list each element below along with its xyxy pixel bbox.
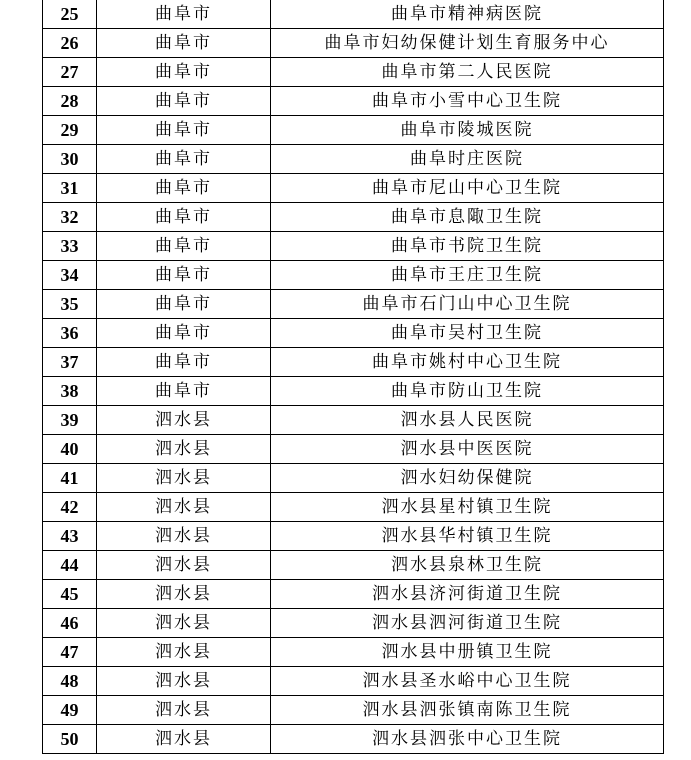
row-number-cell: 43 <box>43 522 97 551</box>
institution-name-cell: 泗水县中医医院 <box>271 435 664 464</box>
city-cell: 泗水县 <box>97 406 271 435</box>
table-row <box>43 522 664 551</box>
row-number-cell: 47 <box>43 638 97 667</box>
city-cell: 泗水县 <box>97 696 271 725</box>
city-cell: 曲阜市 <box>97 0 271 29</box>
institution-name-cell: 曲阜市书院卫生院 <box>271 232 664 261</box>
row-number-cell: 40 <box>43 435 97 464</box>
row-number-cell: 31 <box>43 174 97 203</box>
row-number-cell: 48 <box>43 667 97 696</box>
institution-name-cell: 曲阜市第二人民医院 <box>271 58 664 87</box>
row-number-cell: 30 <box>43 145 97 174</box>
table-row <box>43 29 664 58</box>
row-number-cell: 45 <box>43 580 97 609</box>
table-row <box>43 696 664 725</box>
institution-name-cell: 泗水县星村镇卫生院 <box>271 493 664 522</box>
row-number-cell: 36 <box>43 319 97 348</box>
table-row <box>43 493 664 522</box>
table-row <box>43 551 664 580</box>
institution-name-cell: 曲阜市妇幼保健计划生育服务中心 <box>271 29 664 58</box>
institution-name-cell: 曲阜市息陬卫生院 <box>271 203 664 232</box>
row-number-cell: 44 <box>43 551 97 580</box>
table-row <box>43 725 664 754</box>
city-cell: 泗水县 <box>97 580 271 609</box>
city-cell: 曲阜市 <box>97 290 271 319</box>
table-row <box>43 348 664 377</box>
city-cell: 曲阜市 <box>97 377 271 406</box>
institution-name-cell: 曲阜市精神病医院 <box>271 0 664 29</box>
row-number-cell: 27 <box>43 58 97 87</box>
city-cell: 曲阜市 <box>97 261 271 290</box>
institution-name-cell: 泗水县泗张镇南陈卫生院 <box>271 696 664 725</box>
institution-name-cell: 曲阜市防山卫生院 <box>271 377 664 406</box>
city-cell: 曲阜市 <box>97 116 271 145</box>
table-row <box>43 464 664 493</box>
city-cell: 曲阜市 <box>97 58 271 87</box>
city-cell: 曲阜市 <box>97 87 271 116</box>
institution-name-cell: 泗水妇幼保健院 <box>271 464 664 493</box>
institution-name-cell: 泗水县泗张中心卫生院 <box>271 725 664 754</box>
table-row <box>43 145 664 174</box>
city-cell: 泗水县 <box>97 493 271 522</box>
city-cell: 泗水县 <box>97 638 271 667</box>
institution-name-cell: 曲阜市姚村中心卫生院 <box>271 348 664 377</box>
institution-name-cell: 曲阜时庄医院 <box>271 145 664 174</box>
table-row <box>43 609 664 638</box>
row-number-cell: 41 <box>43 464 97 493</box>
institution-name-cell: 泗水县华村镇卫生院 <box>271 522 664 551</box>
city-cell: 曲阜市 <box>97 232 271 261</box>
row-number-cell: 26 <box>43 29 97 58</box>
table-row <box>43 174 664 203</box>
row-number-cell: 25 <box>43 0 97 29</box>
table-row <box>43 580 664 609</box>
hospital-table <box>42 0 664 754</box>
table-row <box>43 435 664 464</box>
table-row <box>43 58 664 87</box>
row-number-cell: 28 <box>43 87 97 116</box>
institution-name-cell: 曲阜市吴村卫生院 <box>271 319 664 348</box>
city-cell: 泗水县 <box>97 725 271 754</box>
hospital-table-container <box>42 0 664 754</box>
city-cell: 曲阜市 <box>97 348 271 377</box>
city-cell: 曲阜市 <box>97 145 271 174</box>
table-row <box>43 667 664 696</box>
institution-name-cell: 泗水县人民医院 <box>271 406 664 435</box>
table-row <box>43 319 664 348</box>
table-row <box>43 116 664 145</box>
table-row <box>43 261 664 290</box>
institution-name-cell: 泗水县中册镇卫生院 <box>271 638 664 667</box>
table-body <box>43 0 664 754</box>
city-cell: 曲阜市 <box>97 29 271 58</box>
institution-name-cell: 曲阜市陵城医院 <box>271 116 664 145</box>
row-number-cell: 29 <box>43 116 97 145</box>
institution-name-cell: 曲阜市小雪中心卫生院 <box>271 87 664 116</box>
row-number-cell: 35 <box>43 290 97 319</box>
institution-name-cell: 泗水县济河街道卫生院 <box>271 580 664 609</box>
row-number-cell: 50 <box>43 725 97 754</box>
row-number-cell: 32 <box>43 203 97 232</box>
table-row <box>43 377 664 406</box>
city-cell: 泗水县 <box>97 435 271 464</box>
city-cell: 曲阜市 <box>97 203 271 232</box>
city-cell: 泗水县 <box>97 667 271 696</box>
table-row <box>43 290 664 319</box>
table-row <box>43 406 664 435</box>
institution-name-cell: 曲阜市尼山中心卫生院 <box>271 174 664 203</box>
row-number-cell: 37 <box>43 348 97 377</box>
table-row <box>43 87 664 116</box>
row-number-cell: 49 <box>43 696 97 725</box>
row-number-cell: 38 <box>43 377 97 406</box>
city-cell: 泗水县 <box>97 464 271 493</box>
institution-name-cell: 曲阜市石门山中心卫生院 <box>271 290 664 319</box>
city-cell: 曲阜市 <box>97 319 271 348</box>
row-number-cell: 42 <box>43 493 97 522</box>
row-number-cell: 34 <box>43 261 97 290</box>
row-number-cell: 46 <box>43 609 97 638</box>
institution-name-cell: 泗水县泉林卫生院 <box>271 551 664 580</box>
city-cell: 泗水县 <box>97 609 271 638</box>
city-cell: 泗水县 <box>97 522 271 551</box>
institution-name-cell: 曲阜市王庄卫生院 <box>271 261 664 290</box>
institution-name-cell: 泗水县泗河街道卫生院 <box>271 609 664 638</box>
row-number-cell: 39 <box>43 406 97 435</box>
table-row <box>43 638 664 667</box>
table-row <box>43 203 664 232</box>
institution-name-cell: 泗水县圣水峪中心卫生院 <box>271 667 664 696</box>
table-row <box>43 0 664 29</box>
table-row <box>43 232 664 261</box>
city-cell: 曲阜市 <box>97 174 271 203</box>
row-number-cell: 33 <box>43 232 97 261</box>
city-cell: 泗水县 <box>97 551 271 580</box>
